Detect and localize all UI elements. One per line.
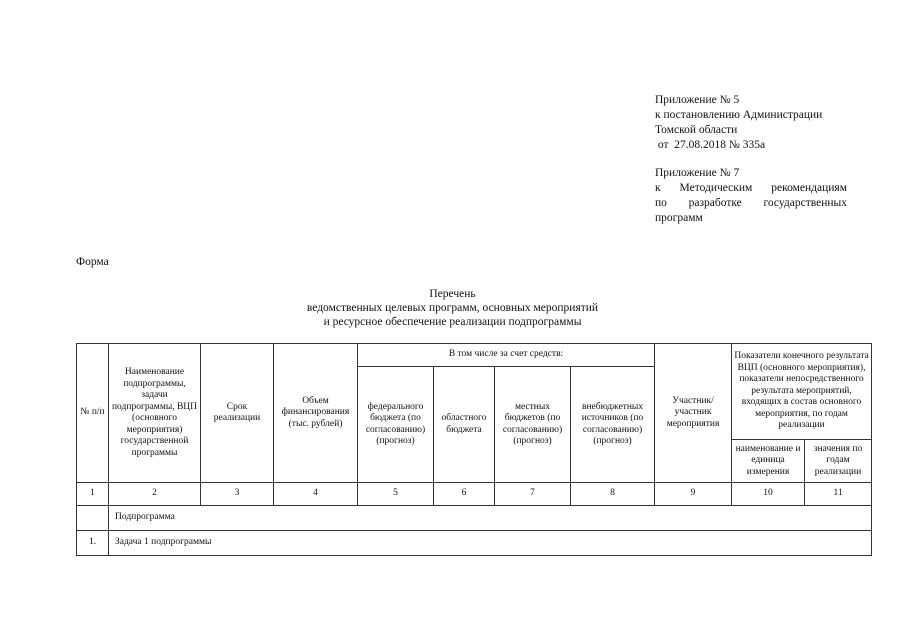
column-number: 10 bbox=[732, 483, 805, 506]
column-number: 2 bbox=[109, 483, 201, 506]
form-label: Форма bbox=[76, 256, 109, 268]
column-number: 6 bbox=[434, 483, 495, 506]
title-line: ведомственных целевых программ, основных мероприятий bbox=[306, 302, 599, 314]
program-table bbox=[76, 343, 872, 556]
header-participant: Участник/ участник мероприятия bbox=[655, 344, 732, 483]
header-indicator-values: значения по годам реализации bbox=[805, 440, 872, 483]
appendix-7-block bbox=[655, 166, 847, 226]
row-task: Задача 1 подпрограммы bbox=[109, 531, 872, 556]
appendix-5-date: от 27.08.2018 № 335а bbox=[655, 139, 766, 151]
table-row bbox=[77, 506, 872, 531]
row-num: 1. bbox=[77, 531, 109, 556]
header-extra: внебюджетных источников (по согласованию) (прогноз) bbox=[571, 367, 655, 483]
appendix-5-title: Приложение № 5 bbox=[655, 94, 740, 106]
table-row bbox=[77, 531, 872, 556]
appendix-5-block bbox=[655, 93, 847, 153]
row-subprogram: Подпрограмма bbox=[109, 506, 872, 531]
appendix-7-title: Приложение № 7 bbox=[655, 167, 740, 179]
header-regional: областного бюджета bbox=[434, 367, 495, 483]
column-number: 11 bbox=[805, 483, 872, 506]
row-num bbox=[77, 506, 109, 531]
column-number: 9 bbox=[655, 483, 732, 506]
header-including: В том числе за счет средств: bbox=[358, 344, 655, 367]
header-indicator-name: наименование и единица измерения bbox=[732, 440, 805, 483]
header-name: Наименование подпрограммы, задачи подпрограммы, ВЦП (основного мероприятия) государственной программы bbox=[109, 344, 201, 483]
header-num: № п/п bbox=[77, 344, 109, 483]
header-local: местных бюджетов (по согласованию) (прогноз) bbox=[495, 367, 571, 483]
header-indicators: Показатели конечного результата ВЦП (основного мероприятия), показатели непосредственного результата мероприятий, входящих в состав основного мероприятия, по годам реализации bbox=[732, 344, 872, 440]
header-term: Срок реализации bbox=[201, 344, 274, 483]
document-title bbox=[0, 287, 905, 329]
title-line: Перечень bbox=[429, 288, 476, 300]
column-number: 3 bbox=[201, 483, 274, 506]
column-number: 8 bbox=[571, 483, 655, 506]
column-number: 1 bbox=[77, 483, 109, 506]
header-federal: федерального бюджета (по согласованию) (прогноз) bbox=[358, 367, 434, 483]
column-number: 4 bbox=[274, 483, 358, 506]
appendix-7-line: по разработке государственных bbox=[655, 197, 847, 209]
column-number: 5 bbox=[358, 483, 434, 506]
appendix-5-line: Томской области bbox=[655, 124, 738, 136]
header-volume: Объем финансирования (тыс. рублей) bbox=[274, 344, 358, 483]
title-line: и ресурсное обеспечение реализации подпрограммы bbox=[323, 316, 582, 328]
appendix-7-line: программ bbox=[655, 212, 703, 224]
appendix-5-line: к постановлению Администрации bbox=[655, 109, 823, 121]
column-number: 7 bbox=[495, 483, 571, 506]
appendix-7-line: к Методическим рекомендациям bbox=[655, 182, 847, 194]
column-number-row bbox=[77, 483, 872, 506]
